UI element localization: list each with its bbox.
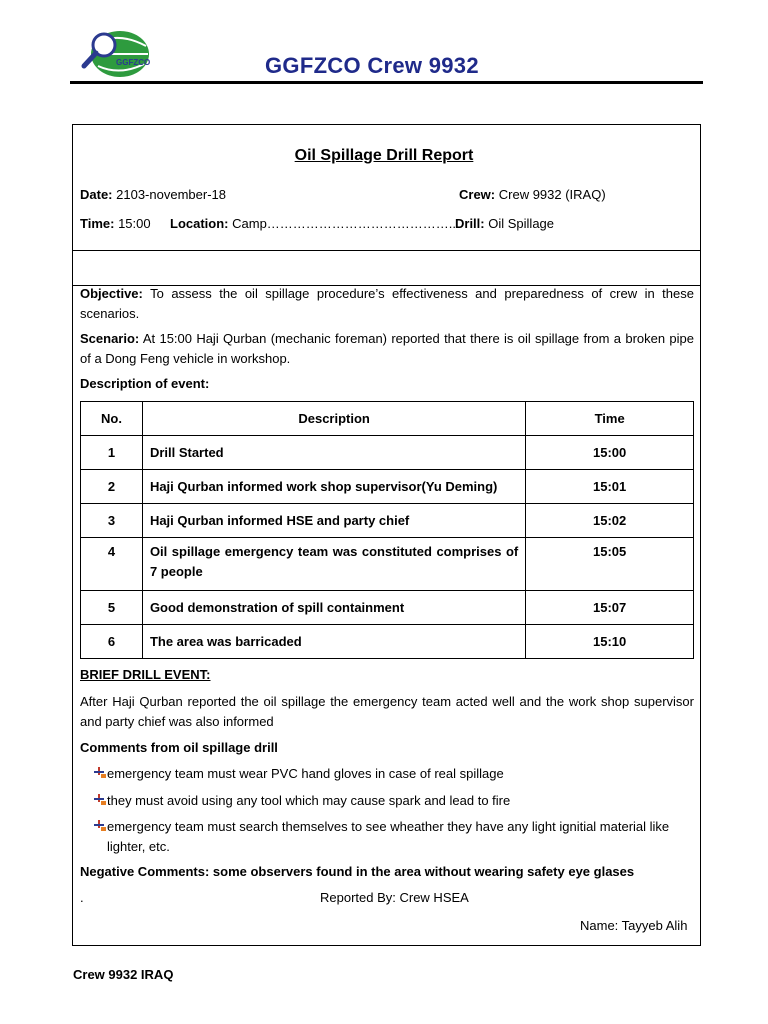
events-header-row: [81, 402, 694, 436]
row-time: 15:02: [526, 504, 694, 538]
row-description: The area was barricaded: [142, 625, 525, 659]
company-logo: [80, 28, 150, 80]
table-row: [81, 625, 694, 659]
column-header-time: Time: [526, 402, 694, 436]
reporter-name: Name: Tayyeb Alih: [580, 918, 688, 933]
date-field: [80, 187, 226, 203]
row-no: 6: [81, 625, 143, 659]
table-row: [81, 436, 694, 470]
header-title: GGFZCO Crew 9932: [265, 53, 479, 78]
bullet-icon: [93, 794, 107, 806]
time-field: [80, 216, 151, 232]
comment-text: emergency team must wear PVC hand gloves in case of real spillage: [107, 766, 504, 781]
row-time: 15:07: [526, 591, 694, 625]
events-heading: Description of event:: [80, 376, 210, 391]
row-description: Good demonstration of spill containment: [142, 591, 525, 625]
location-label: Location:: [170, 216, 229, 231]
row-time: 15:00: [526, 436, 694, 470]
date-label: Date:: [80, 187, 113, 202]
events-table: [80, 401, 694, 659]
table-row: [81, 504, 694, 538]
time-value: 15:00: [118, 216, 151, 231]
crew-field: [459, 187, 606, 203]
brief-heading: BRIEF DRILL EVENT:: [80, 667, 211, 682]
row-no: 1: [81, 436, 143, 470]
column-header-description: Description: [142, 402, 525, 436]
objective-paragraph: [80, 284, 694, 324]
comment-text: emergency team must search themselves to see wheather they have any light ignitial material like lighter, etc.: [107, 819, 670, 854]
logo-text: GGFZCO: [116, 58, 150, 67]
row-description: Haji Qurban informed HSE and party chief: [142, 504, 525, 538]
row-description: Haji Qurban informed work shop supervisor(Yu Deming): [142, 470, 525, 504]
location-field: [170, 216, 456, 232]
table-row: [81, 470, 694, 504]
signoff-dot: .: [80, 890, 84, 905]
scenario-text: At 15:00 Haji Qurban (mechanic foreman) reported that there is oil spillage from a broken pipe of a Dong Feng vehicle in workshop.: [80, 331, 694, 366]
row-no: 5: [81, 591, 143, 625]
row-description: Drill Started: [142, 436, 525, 470]
comment-item: [93, 764, 694, 784]
reported-by: Reported By: Crew HSEA: [320, 890, 469, 905]
comment-text: they must avoid using any tool which may cause spark and lead to fire: [107, 793, 511, 808]
table-row: [81, 591, 694, 625]
row-no: 2: [81, 470, 143, 504]
report-title: Oil Spillage Drill Report: [294, 147, 474, 164]
date-value: 2103-november-18: [116, 187, 226, 202]
scenario-label: Scenario:: [80, 331, 140, 346]
page-footer: Crew 9932 IRAQ: [73, 967, 174, 982]
row-time: 15:10: [526, 625, 694, 659]
row-no: 3: [81, 504, 143, 538]
column-header-no: No.: [81, 402, 143, 436]
scenario-paragraph: [80, 329, 694, 369]
table-row: [81, 538, 694, 591]
comment-item: [93, 791, 694, 811]
drill-label: Drill:: [455, 216, 485, 231]
header-divider: [70, 81, 703, 84]
row-no: 4: [81, 538, 143, 591]
comment-item: [93, 817, 694, 857]
row-description: Oil spillage emergency team was constituted comprises of 7 people: [142, 538, 525, 591]
negative-comments: Negative Comments: some observers found in the area without wearing safety eye glases: [80, 864, 635, 879]
crew-value: Crew 9932 (IRAQ): [498, 187, 606, 202]
row-time: 15:05: [526, 538, 694, 591]
crew-label: Crew:: [459, 187, 496, 202]
objective-label: Objective:: [80, 286, 143, 301]
comments-heading: Comments from oil spillage drill: [80, 740, 278, 755]
bullet-icon: [93, 767, 107, 779]
time-label: Time:: [80, 216, 115, 231]
row-time: 15:01: [526, 470, 694, 504]
location-value: Camp……………………………………..: [232, 216, 457, 231]
frame-divider-top: [73, 250, 700, 251]
drill-value: Oil Spillage: [488, 216, 555, 231]
bullet-icon: [93, 820, 107, 832]
brief-paragraph: After Haji Qurban reported the oil spillage the emergency team acted well and the work shop supervisor and party chief was also informed: [80, 694, 694, 729]
drill-field: [455, 216, 554, 232]
objective-text: To assess the oil spillage procedure’s effectiveness and preparedness of crew in these scenarios.: [80, 286, 694, 321]
